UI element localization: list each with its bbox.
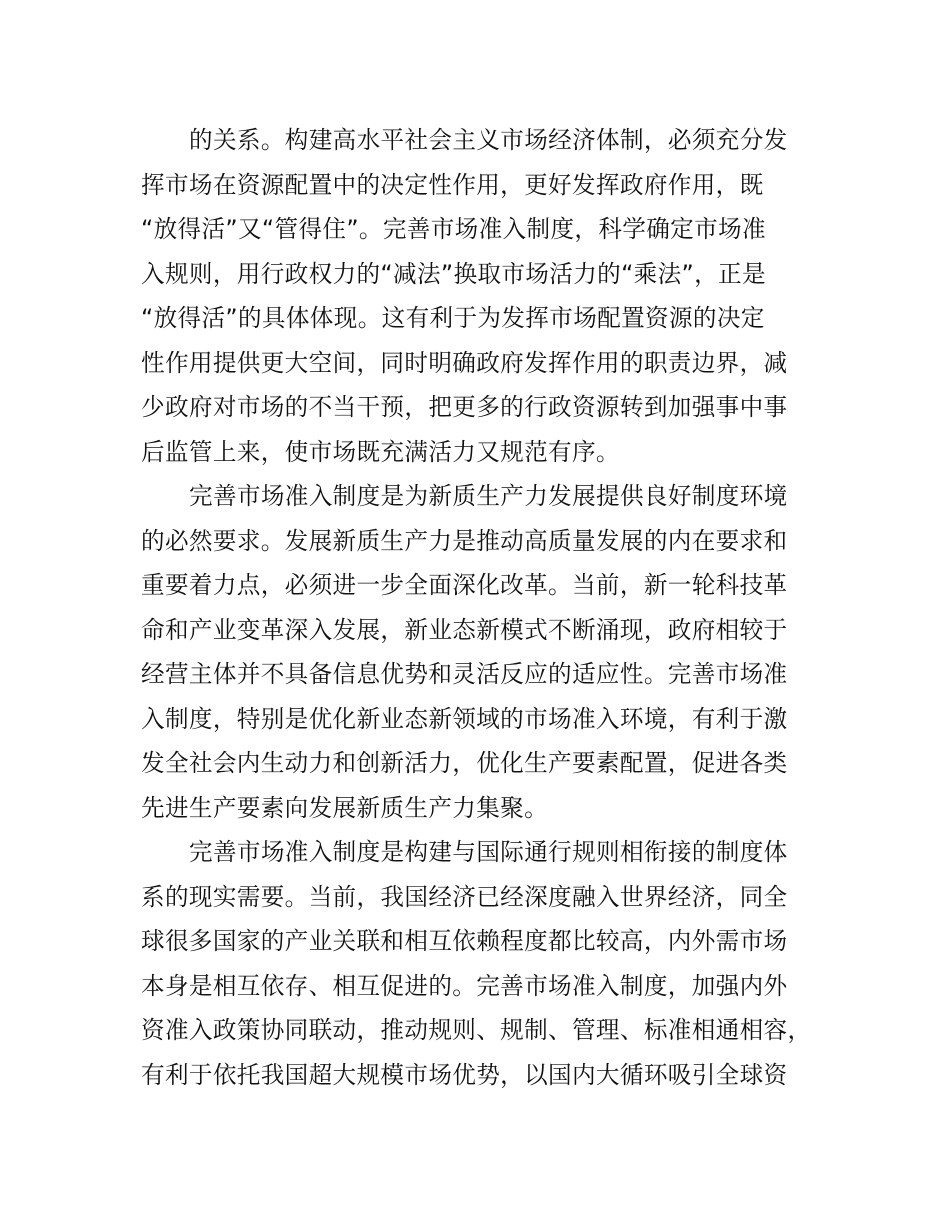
paragraph-2 bbox=[141, 474, 813, 830]
text-line: 先进生产要素向发展新质生产力集聚。 bbox=[141, 793, 549, 822]
text-line: 完善市场准入制度是为新质生产力发展提供良好制度环境 bbox=[189, 482, 788, 510]
text-line: 资准入政策协同联动，推动规则、规制、管理、标准相通相容， bbox=[141, 1016, 812, 1044]
text-line: 完善市场准入制度是构建与国际通行规则相衔接的制度体 bbox=[189, 838, 788, 866]
body-text bbox=[141, 118, 813, 1097]
text-line: 经营主体并不具备信息优势和灵活反应的适应性。完善市场准 bbox=[141, 660, 788, 688]
text-line: “放得活”的具体体现。这有利于为发挥市场配置资源的决定 bbox=[141, 304, 765, 332]
text-line: 球很多国家的产业关联和相互依赖程度都比较高，内外需市场 bbox=[141, 927, 788, 955]
text-line: 后监管上来，使市场既充满活力又规范有序。 bbox=[141, 437, 620, 466]
text-line: “放得活”又“管得住”。完善市场准入制度，科学确定市场准 bbox=[141, 215, 766, 243]
text-line: 少政府对市场的不当干预，把更多的行政资源转到加强事中事 bbox=[141, 393, 788, 421]
text-line: 的必然要求。发展新质生产力是推动高质量发展的内在要求和 bbox=[141, 526, 788, 555]
text-line: 命和产业变革深入发展，新业态新模式不断涌现，政府相较于 bbox=[141, 615, 788, 644]
text-line: 入规则，用行政权力的“减法”换取市场活力的“乘法”，正是 bbox=[141, 259, 766, 288]
text-line: 发全社会内生动力和创新活力，优化生产要素配置，促进各类 bbox=[141, 749, 788, 777]
text-line: 系的现实需要。当前，我国经济已经深度融入世界经济，同全 bbox=[141, 882, 788, 911]
text-line: 性作用提供更大空间，同时明确政府发挥作用的职责边界，减 bbox=[141, 348, 788, 377]
paragraph-3 bbox=[141, 830, 813, 1097]
paragraph-1 bbox=[141, 118, 813, 474]
text-line: 入制度，特别是优化新业态新领域的市场准入环境，有利于激 bbox=[141, 704, 788, 733]
text-line: 的关系。构建高水平社会主义市场经济体制，必须充分发 bbox=[189, 126, 788, 154]
text-line: 重要着力点，必须进一步全面深化改革。当前，新一轮科技革 bbox=[141, 571, 788, 599]
text-line: 有利于依托我国超大规模市场优势，以国内大循环吸引全球资 bbox=[141, 1060, 788, 1089]
text-line: 本身是相互依存、相互促进的。完善市场准入制度，加强内外 bbox=[141, 971, 788, 1000]
text-line: 挥市场在资源配置中的决定性作用，更好发挥政府作用，既 bbox=[141, 170, 764, 199]
